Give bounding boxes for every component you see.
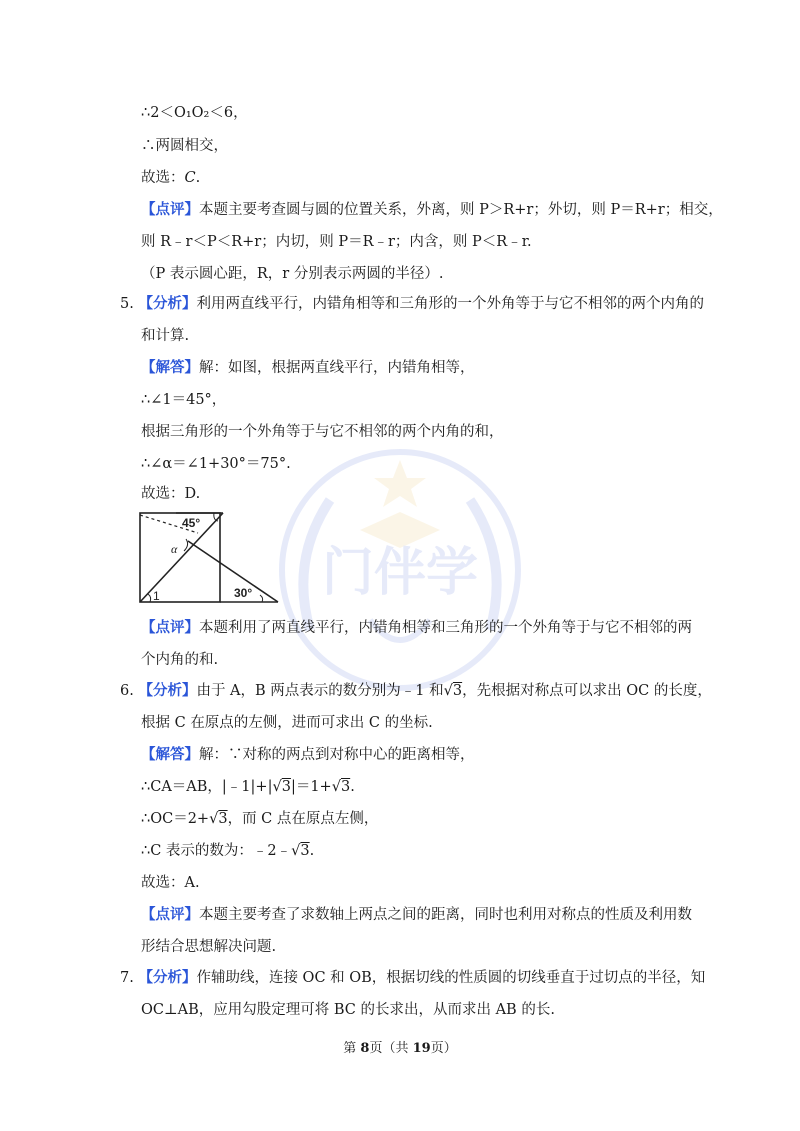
radicand: 3 [300,843,310,859]
text-line [141,200,723,220]
text-line: 故选：D. [141,486,201,502]
text-fragment: 故选： [141,170,185,186]
review-tag: 【点评】 [141,906,199,923]
text-fragment: 作辅助线，连接 OC 和 OB，根据切线的性质圆的切线垂直于过切点的半径，知 [196,970,706,986]
angle-30-label: 30° [234,586,253,600]
text-fragment: ∴CA＝AB，|﹣1|+| [141,779,273,795]
question-number: 6. [120,683,134,699]
text-fragment: ，而 C 点在原点左侧， [227,811,379,827]
question-6-analysis: 6. 【分析】由于 A，B 两点表示的数分别为﹣1 和√3，先根据对称点可以求出 OC 的长度， [120,682,712,699]
radicand: 3 [452,683,463,699]
text-line: ∴OC＝2+√3，而 C 点在原点左侧， [141,811,379,827]
text-fragment: |＝1+ [290,779,332,795]
question-7-analysis [120,968,705,988]
text-line: ∴∠1＝45°， [141,392,227,408]
text-line [141,618,692,638]
radicand: 3 [218,811,228,827]
total-pages: 19 [412,1041,431,1056]
question-number: 5. [120,296,134,312]
footer-text: 第 [343,1041,361,1056]
radicand: 3 [340,779,351,795]
answer-tag: 【解答】 [141,359,199,376]
question-number: 7. [120,970,134,986]
text-fragment: . [309,843,315,859]
question-5-analysis [120,294,704,314]
text-line: 则 R﹣r＜P＜R+r；内切，则 P＝R﹣r；内含，则 P＜R﹣r. [141,234,532,250]
footer-text: 页） [430,1041,457,1056]
text-line [141,745,475,765]
text-line: ∴CA＝AB，|﹣1|+|√3|＝1+√3. [141,779,355,795]
text-line: 故选：A. [141,875,200,891]
answer-tag: 【解答】 [141,746,199,763]
angle-alpha-label: α [171,542,178,556]
text-line: OC⊥AB，应用勾股定理可将 BC 的长求出，从而求出 AB 的长. [141,1002,555,1018]
text-line: ∴两圆相交， [141,138,228,154]
text-fragment: 本题利用了两直线平行，内错角相等和三角形的一个外角等于与它不相邻的两 [199,620,692,636]
review-tag: 【点评】 [141,619,199,636]
angle-45-label: 45° [182,516,201,530]
page-number: 8 [360,1041,370,1056]
text-fragment: . [195,170,201,186]
text-fragment: 解：如图，根据两直线平行，内错角相等， [199,360,475,376]
text-fragment: 利用两直线平行，内错角相等和三角形的一个外角等于与它不相邻的两个内角的 [196,296,704,312]
text-line: ∴C 表示的数为：﹣2﹣√3. [141,843,315,859]
text-fragment: ∴OC＝2+ [141,811,210,827]
text-line: ∴∠α＝∠1+30°＝75°. [141,456,291,472]
text-line [141,358,475,378]
text-fragment: . [350,779,355,795]
watermark-text: 门伴学 [321,543,479,603]
text-line: ∴2＜O₁O₂＜6， [141,105,248,121]
text-fragment: ∴C 表示的数为：﹣2﹣ [141,843,292,859]
footer-text: 页（共 [369,1041,413,1056]
text-line: 根据 C 在原点的左侧，进而可求出 C 的坐标. [141,715,433,731]
text-fragment: 解：∵对称的两点到对称中心的距离相等， [199,747,475,763]
text-fragment: ，先根据对称点可以求出 OC 的长度， [462,683,712,699]
answer-letter: C [184,170,196,186]
radicand: 3 [281,779,291,795]
watermark-logo [270,440,530,700]
text-line: 个内角的和. [141,652,219,668]
angle-1-label: 1 [153,589,160,603]
text-line: 形结合思想解决问题. [141,939,277,955]
geometry-figure [138,511,288,605]
text-line: 根据三角形的一个外角等于与它不相邻的两个内角的和， [141,424,504,440]
text-fragment: 由于 A，B 两点表示的数分别为﹣1 和 [196,683,444,699]
page-footer [0,1037,800,1056]
text-line [141,905,692,925]
text-line: （P 表示圆心距，R，r 分别表示两圆的半径）. [141,266,444,282]
analysis-tag: 【分析】 [138,682,197,699]
text-fragment: 本题主要考查了求数轴上两点之间的距离，同时也利用对称点的性质及利用数 [199,907,692,923]
analysis-tag: 【分析】 [138,969,197,986]
text-fragment: 本题主要考查圆与圆的位置关系，外离，则 P＞R+r；外切，则 P＝R+r；相交， [199,202,723,218]
review-tag: 【点评】 [141,201,199,218]
text-line: 和计算. [141,328,190,344]
text-line [141,168,200,188]
analysis-tag: 【分析】 [138,295,197,312]
